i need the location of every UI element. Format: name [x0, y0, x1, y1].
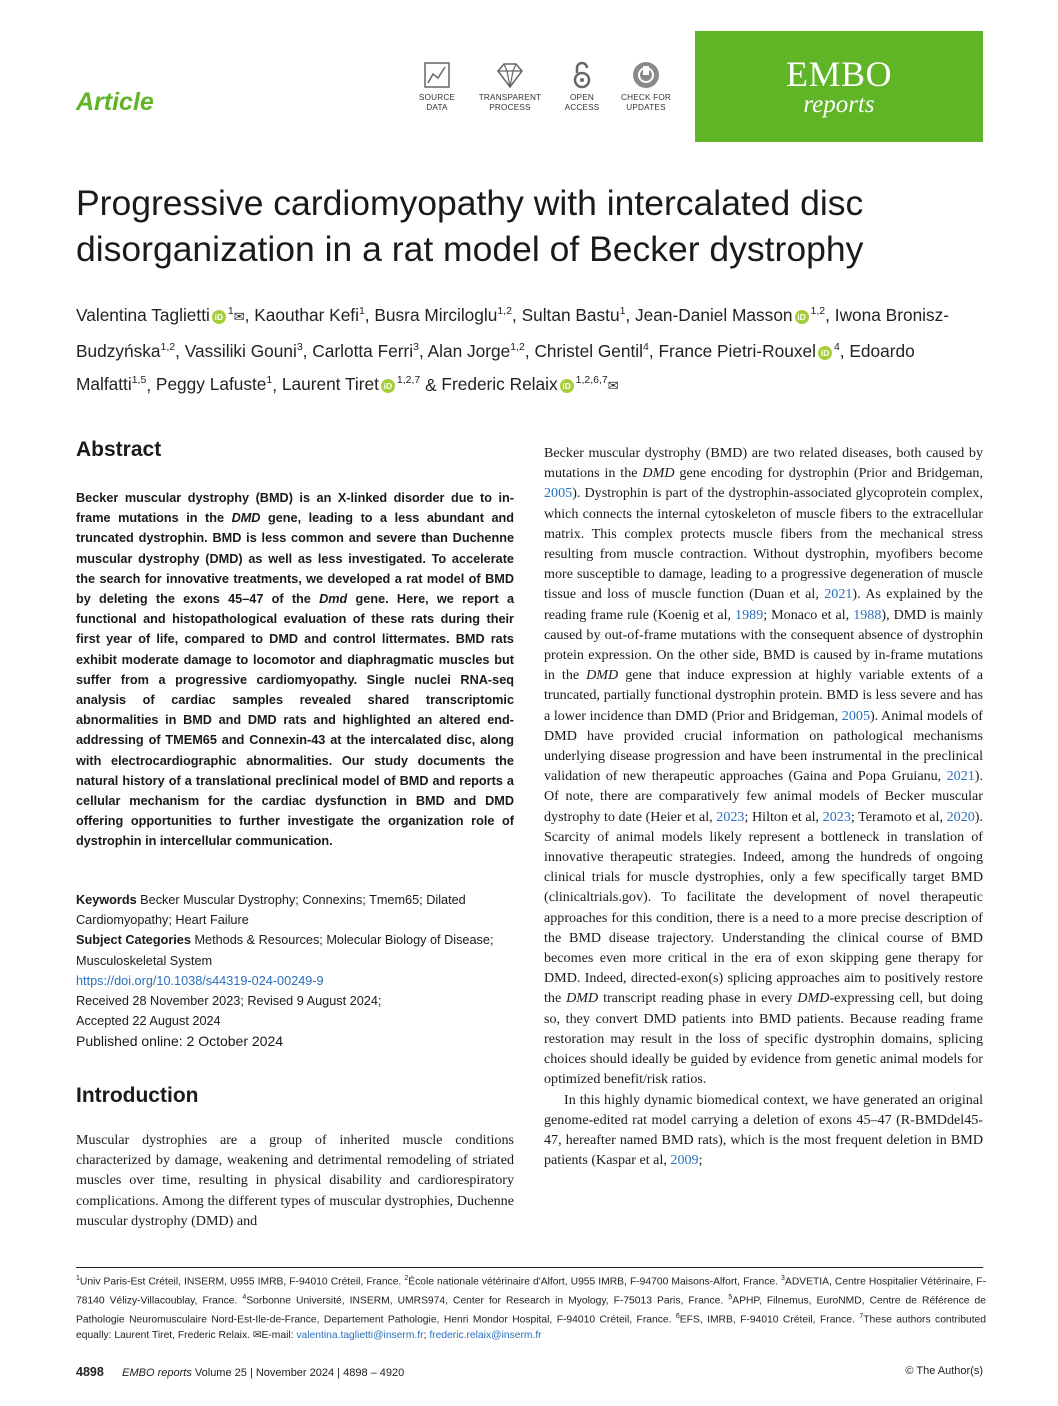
gene-name: Dmd — [319, 592, 348, 607]
author — [658, 341, 839, 361]
introduction-right-column — [544, 443, 983, 1170]
author-name: France Pietri-Rouxel — [658, 340, 816, 361]
affiliation-number: 1 — [76, 1275, 80, 1282]
affiliation-number: 6 — [675, 1313, 680, 1321]
author-name: Laurent Tiret — [281, 374, 379, 395]
subject-value: Methods & Resources; Molecular Biology of Disease; Musculoskeletal System — [76, 933, 494, 968]
citation-link[interactable]: 1989 — [735, 606, 764, 623]
citation-link[interactable]: 1988 — [853, 606, 882, 623]
doi-link[interactable]: https://doi.org/10.1038/s44319-024-00249-9 — [76, 973, 324, 988]
open-lock-icon — [567, 60, 597, 90]
copyright: © The Author(s) — [905, 1365, 983, 1377]
check-for-updates-badge[interactable] — [613, 60, 679, 113]
author — [156, 374, 272, 394]
check-updates-icon — [631, 60, 661, 90]
citation-link[interactable]: 2023 — [716, 808, 745, 825]
abstract-text — [76, 488, 514, 852]
logo-line-1: EMBO — [785, 54, 892, 94]
author — [312, 341, 419, 361]
author — [635, 305, 825, 325]
email-link[interactable]: valentina.taglietti@inserm.fr — [296, 1330, 424, 1342]
citation-link[interactable]: 2009 — [670, 1152, 699, 1169]
author — [374, 305, 512, 325]
affiliation-marker: 1 — [227, 305, 234, 317]
author-name: Jean-Daniel Masson — [635, 304, 793, 325]
author — [522, 305, 626, 325]
subject-categories — [76, 930, 516, 970]
affiliation-marker: 1,5 — [131, 374, 147, 387]
author-name: Busra Mirciloglu — [374, 304, 498, 325]
badge-label-line1: TRANSPARENT — [478, 93, 542, 102]
affiliation-marker: 1,2 — [810, 305, 826, 317]
article-type-label: Article — [76, 88, 154, 116]
badge-label-line1: OPEN — [569, 93, 594, 102]
affiliation-marker: 1,2 — [497, 305, 512, 317]
citation-link[interactable]: 2005 — [544, 485, 573, 502]
affiliation-marker: 1,2,6,7 — [575, 374, 608, 387]
affiliation-number: 3 — [781, 1275, 785, 1282]
affiliation-number: 5 — [728, 1294, 733, 1302]
author-name: Christel Gentil — [534, 340, 643, 361]
keywords — [76, 890, 516, 930]
affiliation-marker: 1 — [266, 374, 273, 387]
author-name: Edoardo Malfatti — [76, 340, 915, 395]
author-name: Iwona Bronisz-Budzyńska — [76, 304, 950, 361]
author — [534, 341, 648, 361]
badge-label-line1: SOURCE — [418, 93, 456, 102]
author — [76, 305, 245, 325]
author-name: Frederic Relaix — [441, 374, 558, 395]
volume-info: Volume 25 | November 2024 | 4898 – 4920 — [191, 1367, 405, 1379]
page-footer — [76, 1365, 983, 1379]
page-number: 4898 — [76, 1365, 104, 1379]
embo-reports-logo — [695, 31, 983, 142]
introduction-heading: Introduction — [76, 1084, 199, 1107]
affiliation-marker: 4 — [833, 340, 840, 353]
badge-label-line2: PROCESS — [489, 103, 531, 112]
email-link[interactable]: frederic.relaix@inserm.fr — [429, 1330, 542, 1342]
keywords-label: Keywords — [76, 893, 137, 907]
orcid-icon[interactable]: iD — [560, 379, 574, 393]
introduction-left-text: Muscular dystrophies are a group of inherited muscle conditions characterized by damage, weakening and detrimental remodeling of striated muscles over time, resulting in physical disability and cardiorespiratory complications. Among the different types of muscular dystrophies, Duchenne muscular dystrophy (DMD) and — [76, 1132, 514, 1229]
footnote-divider — [76, 1267, 983, 1268]
affiliation-marker: 1,2 — [160, 340, 176, 353]
badge-label-line2: DATA — [426, 103, 448, 112]
logo-line-2: reports — [803, 91, 875, 118]
author — [254, 305, 365, 325]
italic-term: DMD — [586, 667, 619, 684]
author-name: Alan Jorge — [427, 340, 511, 361]
gene-name: DMD — [231, 511, 261, 526]
journal-name: EMBO reports — [122, 1367, 192, 1379]
mail-icon: ✉ — [233, 308, 245, 324]
badge-label-line1: CHECK FOR — [620, 93, 672, 102]
affiliation-marker: 1 — [358, 305, 365, 317]
orcid-icon[interactable]: iD — [212, 310, 226, 324]
citation-link[interactable]: 2020 — [946, 808, 975, 825]
affiliation-marker: 1,2,7 — [396, 374, 421, 387]
author — [185, 341, 303, 361]
body-paragraph: In this highly dynamic biomedical context, we have generated an original genome-edited rat model carrying a deletion of exons 45–47 (R-BMDdel45-47, hereafter named BMD rats), which is the most frequent deletion in BMD patients (Kaspar et al, 2009; — [544, 1091, 983, 1169]
transparent-process-badge[interactable] — [477, 60, 543, 113]
open-access-badge[interactable] — [549, 60, 615, 113]
article-metadata — [76, 890, 516, 1052]
source-data-icon — [422, 60, 452, 90]
citation-link[interactable]: 2021 — [946, 768, 975, 785]
diamond-icon — [495, 60, 525, 90]
author-name: Carlotta Ferri — [312, 340, 414, 361]
author — [441, 374, 618, 394]
affiliation-marker: 3 — [296, 340, 303, 353]
affiliation-marker: 3 — [413, 340, 419, 353]
orcid-icon[interactable]: iD — [381, 379, 395, 393]
abstract-part: Becker muscular dystrophy (BMD) is an X-linked disorder due to in-frame mutations in the — [76, 491, 514, 526]
author-name: Sultan Bastu — [521, 304, 620, 325]
abstract-part: gene. Here, we report a functional and histopathological evaluation of these rats during their first year of life, compared to DMD and control littermates. BMD rats exhibit moderate damage to locomotor and diaphragmatic muscles but suffer from a progressive cardiomyopathy. Single nuclei RNA-seq analysis of cardiac samples revealed shared transcriptomic abnormalities in BMD and DMD rats and highlighted an altered end-addressing of TMEM65 and Connexin-43 at the intercalated disc, along with electrocardiographic abnormalities. Our study documents the natural history of a translational preclinical model of BMD and reports a cellular mechanism for the cardiac dysfunction in BMD and DMD offering opportunities to further investigate the organization role of dystrophin in intercellular communication. — [76, 592, 514, 849]
author-name: Kaouthar Kefi — [254, 304, 359, 325]
affiliations-footnote: $^1$Univ Paris-Est Créteil, INSERM, U955 IMRB, F-94010 Créteil, France. $^2$École nationale vétérinaire d'Alfort, U955 IMRB, F-94700 Maisons-Alfort, France. $^3$ADVETIA, Centre Hospitalier Vétérinaire, F-78140 Vélizy-Villacoublay, France. $^4$Sorbonne Université, INSERM, UMRS974, Center for Research in Myology, F-75013 Paris, France. $^5$APHP, Filnemus, EuroNMD, Centre de Référence de Pathologie Neuromusculaire Nord-Est-Ile-de-France, Departement Pathologie, Henri Mondor Hospital, F-94010 Créteil, France. $^6$EFS, IMRB, F-94010 Créteil, France. $^7$These authors contributed equally: Laurent Tiret, Frederic Relaix. ✉E-mail: valentina.taglietti@inserm.fr; frederic.relaix@inserm.fr — [76, 1275, 987, 1342]
abstract-heading: Abstract — [76, 438, 162, 461]
affiliation-marker: 1 — [619, 305, 626, 317]
citation-link[interactable]: 2005 — [841, 707, 870, 724]
keywords-value: Becker Muscular Dystrophy; Connexins; Tmem65; Dilated Cardiomyopathy; Heart Failure — [76, 893, 466, 928]
badge-label-line2: ACCESS — [564, 103, 600, 112]
italic-term: DMD — [797, 990, 830, 1007]
orcid-icon[interactable]: iD — [795, 310, 809, 324]
citation-link[interactable]: 2021 — [824, 586, 853, 603]
author-list: Valentina Taglietti iD $^1$✉, Kaouthar Kefi$^1$, Busra Mirciloglu$^{1,2}$, Sultan Bastu$^1$, Jean-Daniel Masson iD $^{1,2}$, Iwona Bronisz-Budzyńska$^{1,2}$, Vassiliki Gouni$^3$, Carlotta Ferri$^3$, Alan Jorge$^{1,2}$, Christel Gentil$^4$, France Pietri-Rouxel iD $^4$, Edoardo Malfatti$^{1,5}$, Peggy Lafuste$^1$, Laurent Tiret iD $^{1,2,7}$ & Frederic Relaix iD $^{1,2,6,7}$✉ — [76, 304, 950, 395]
author-name: Vassiliki Gouni — [184, 340, 297, 361]
affiliation-marker: 4 — [642, 340, 649, 353]
body-paragraph: Becker muscular dystrophy (BMD) are two related diseases, both caused by mutations in the DMD gene encoding for dystrophin (Prior and Bridgeman, 2005). Dystrophin is part of the dystrophin-associated glycoprotein complex, which connects the internal cytoskeleton of muscle fibers to the extracellular matrix. This complex protects muscle fibers from the mechanical stress resulting from muscle contraction. Without dystrophin, myofibers become more susceptible to damage, leading to a progressive degeneration of muscle tissue and loss of muscle function (Duan et al, 2021). As explained by the reading frame rule (Koenig et al, 1989; Monaco et al, 1988), DMD is mainly caused by out-of-frame mutations with the consequent absence of dystrophin protein expression. On the other side, BMD is caused by in-frame mutations in the DMD gene that induce expression at highly variable extents of a truncated, partially functional dystrophin protein. BMD is less severe and has a lower incidence than DMD (Prior and Bridgeman, 2005). Animal models of DMD have provided crucial information on pathological mechanisms underlying disease progression and have been instrumental in the preclinical validation of new therapeutic approaches (Gaina and Popa Gruianu, 2021). Of note, there are comparatively few animal models of Becker muscular dystrophy to date (Heier et al, 2023; Hilton et al, 2023; Teramoto et al, 2020). Scarcity of animal models likely represent a bottleneck in translation of innovative therapeutic strategies. Indeed, among the hundreds of ongoing clinical trials for muscle dystrophies, only a few specifically target BMD (clinicaltrials.gov). To facilitate the development of novel therapeutic approaches for this condition, there is a need to a more precise description of the BMD disease trajectory. Understanding the clinical course of BMD becomes even more critical in the era of exon skipping gene therapy for DMD. Indeed, directed-exon(s) splicing approaches aim to positively restore the DMD transcript reading phase in every DMD-expressing cell, but doing so, they convert DMD patients into BMD patients. Because reading frame restoration may result in the loss of specific dystrophin domains, splicing choices should ideally be guided by evidence from genetic animal models for optimized benefit/risk ratios. — [544, 445, 984, 1088]
author — [282, 374, 420, 394]
accepted-date: Accepted 22 August 2024 — [76, 1014, 221, 1029]
italic-term: DMD — [642, 465, 675, 482]
published-date: Published online: 2 October 2024 — [76, 1033, 284, 1050]
abstract-part: gene, leading to a less abundant and truncated dystrophin. BMD is less common and severe than Duchenne muscular dystrophy (DMD) as well as less investigated. To accelerate the search for innovative treatments, we developed a rat model of BMD by deleting the exons 45–47 of the — [76, 511, 515, 607]
source-data-badge[interactable] — [404, 60, 470, 113]
affiliation-number: 7 — [859, 1313, 864, 1321]
orcid-icon[interactable]: iD — [818, 346, 832, 360]
affiliation-number: 4 — [242, 1294, 247, 1302]
italic-term: DMD — [566, 990, 599, 1007]
received-date: Received 28 November 2023; Revised 9 August 2024; — [76, 994, 382, 1009]
subject-label: Subject Categories — [76, 933, 191, 948]
author-name: Peggy Lafuste — [155, 374, 267, 395]
mail-icon: ✉ — [607, 378, 619, 394]
affiliation-marker: 1,2 — [510, 340, 525, 353]
citation-link[interactable]: 2023 — [822, 808, 851, 825]
badge-label-line2: UPDATES — [626, 103, 666, 112]
author — [428, 341, 525, 361]
affiliation-number: 2 — [404, 1275, 409, 1282]
author-name: Valentina Taglietti — [76, 304, 210, 325]
paper-title: Progressive cardiomyopathy with intercalated disc disorganization in a rat model of Becker dystrophy — [76, 183, 864, 269]
